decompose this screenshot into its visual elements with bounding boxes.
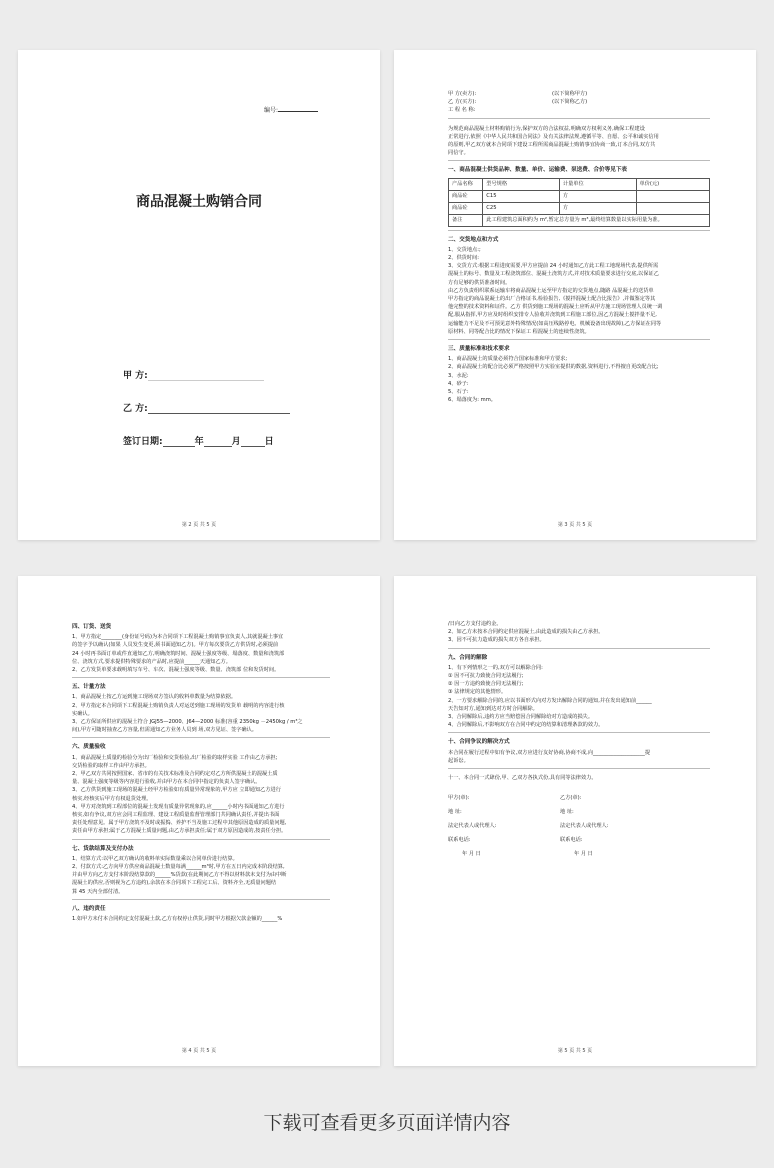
table-cell: 方 — [559, 202, 636, 214]
text-line: 3、水泥: — [448, 372, 469, 379]
table-cell — [636, 190, 709, 202]
party-b-rep-label: 法定代表人或代理人: — [560, 823, 609, 830]
text-line: ② 因一方违约致使合同无法履行; — [448, 681, 524, 688]
text-line: 1、商品混凝土按乙方运到施工现场双方签认的收料单数量为结算依据。 — [72, 694, 237, 701]
text-line: 量、混凝土强度等级等内容进行验收,并由甲方在本合同中指定的负责人签字确认。 — [72, 779, 261, 786]
text-line: 实确认。 — [72, 710, 93, 717]
section-heading: 六、质量验收 — [72, 744, 106, 751]
party-a-seal-label: 甲方(章): — [448, 795, 470, 802]
party-a-blank — [148, 380, 264, 381]
divider — [448, 160, 710, 161]
text-line: 1.如甲方未付本合同约定支付混凝土款,乙方有权停止供货,同时甲方根据欠款金额的______% — [72, 916, 283, 923]
party-a-row — [448, 90, 710, 98]
text-line: 方有足够的供货准备时间。 — [448, 279, 511, 286]
party-a-seller-label: 甲 方(卖方): — [448, 91, 477, 97]
divider — [448, 339, 710, 340]
party-a-date: 年 月 日 — [462, 851, 481, 858]
section-heading: 八、违约责任 — [72, 905, 106, 912]
divider — [448, 732, 710, 733]
text-line: 核实,如有争议,双方应会同工程监理、建设工程质量监督管理部门共同确认责任,并提出书面 — [72, 812, 280, 819]
section-heading: 三、质量标准和技术要求 — [448, 346, 510, 353]
contract-page-3 — [394, 50, 756, 540]
party-a-phone-label: 联系电话: — [448, 837, 471, 844]
table-cell — [636, 202, 709, 214]
text-line: 算 45 天内全部付清。 — [72, 888, 124, 895]
sign-date-label: 签订日期: — [123, 437, 163, 447]
party-b-date: 年 月 日 — [574, 851, 593, 858]
contract-number-label: 编号: — [264, 107, 279, 114]
text-line: 的原则,甲乙双方就本合同项下建设工程所需商品混凝土购销事宜协商一致,订本合同,双方共 — [448, 142, 656, 149]
table-row — [449, 202, 710, 214]
text-line: 3、乙方保证所供应的混凝土符合 JGJ55—2000、J64—2000 标准(容重 2350kg －2450kg / m³之 — [72, 719, 303, 726]
text-line: 原材料、同等配合比的情况下保证工 程混凝土的连续性浇筑。 — [448, 328, 590, 335]
section-heading: 五、计量方法 — [72, 684, 106, 691]
section-heading: 九、合同的解除 — [448, 654, 488, 661]
text-line: 核实,经核实后甲方有权退货处理。 — [72, 795, 152, 802]
section-heading: 一、商品混凝土供货品种、数量、单价、运输费、泵送费、合价等见下表 — [448, 167, 628, 174]
party-a-short-name: (以下简称甲方) — [552, 91, 588, 97]
text-line: 2、乙方发货单要求载明填写车号、车次、混凝土强度等级、数量、浇筑部 位和发货时间。 — [72, 667, 280, 674]
text-line: 4、砂子: — [448, 380, 469, 387]
party-b-buyer-label: 乙 方(买方): — [448, 99, 477, 106]
page-footer: 第 2 页 共 5 页 — [181, 522, 217, 528]
page-footer: 第 5 页 共 5 页 — [557, 1048, 593, 1054]
table-header-cell: 产品名称 — [449, 178, 483, 190]
month-blank — [204, 446, 232, 447]
table-cell: 方 — [559, 190, 636, 202]
product-table — [448, 178, 710, 227]
text-line: 2、付款方式:乙方向甲方供应商品混凝土数量每满______m³时,甲方在五日内完成本阶段结算, — [72, 864, 285, 871]
text-line: ③ 法律规定的其他情形。 — [448, 689, 507, 696]
text-line: 本合同在履行过程中如有争议,双方应进行友好协商,协商不成,向____________________提 — [448, 749, 651, 756]
divider — [448, 648, 710, 649]
text-line: 责任由甲方承担;属于乙方混凝土质量问题,由乙方承担责任;属于双方原因造成的,按责任分担。 — [72, 828, 287, 835]
section-heading: 四、订货、送货 — [72, 624, 112, 630]
table-note-row — [449, 214, 710, 226]
text-line: 2、一方要求解除合同的,应以书面形式向对方发出解除合同的通知,并在发出通知前______ — [448, 697, 652, 704]
table-note-label: 备注 — [449, 214, 483, 226]
text-line: 2、甲方指定本合同项下工程混凝土购销负责人对运送到施工现场的发货单 载明的内容进行核 — [72, 702, 285, 709]
text-line: 1、结算方式:以甲乙双方确认的收料单实际数量乘以合同单价进行结算。 — [72, 855, 238, 862]
text-line: 4、甲方对浇筑到工程部位的混凝土发现有质量异常现象的,应______小时内书面通知乙方进行 — [72, 803, 285, 810]
party-b-phone-label: 联系电话: — [560, 837, 583, 844]
year-blank — [163, 446, 195, 447]
contract-title: 商品混凝土购销合同 — [136, 194, 262, 210]
section-heading: 七、货款结算及支付办法 — [72, 845, 134, 852]
table-note: 此工程建筑总面积约为 m²,暂定总方量为 m³,最终结算数量以实际用量为准。 — [483, 214, 710, 226]
table-header-cell: 单价(元) — [636, 178, 709, 190]
sign-date-field — [123, 434, 274, 447]
party-a-address-label: 地 址: — [448, 809, 462, 816]
text-line: 他完整的技术资料和证件。乙方 供货到施工现场的混凝土应听从甲方施工现场管理人员统一调 — [448, 304, 663, 311]
party-b-row — [448, 98, 710, 106]
text-line: 2、供货时间: — [448, 255, 479, 262]
text-line: 混凝土的标号、数量及工程浇筑部位、混凝土浇筑方式,并对技术质量要求进行交底,以保证乙 — [448, 271, 659, 278]
contract-page-4 — [18, 576, 380, 1066]
table-cell: 商品砼 — [449, 202, 483, 214]
party-b-field — [123, 401, 290, 414]
text-line: 24 小时再书面订单或件直通知乙方,明确浇筑时间、混凝土强度等级、塌落度、数量和浇筑部 — [72, 650, 285, 657]
text-line: 3、乙方供货到施工现场的混凝土经甲方检验如有质量异常现象的,甲方应 立即通知乙方进行 — [72, 787, 281, 794]
divider — [448, 768, 710, 769]
table-cell: 商品砼 — [449, 190, 483, 202]
divider — [72, 839, 330, 840]
divider — [448, 230, 710, 231]
contract-number — [264, 105, 318, 114]
party-b-seal-label: 乙方(章): — [560, 795, 582, 802]
project-name-label: 工 程 名 称: — [448, 107, 476, 114]
text-line: 5、石子: — [448, 389, 469, 396]
table-header-cell: 计量单位 — [559, 178, 636, 190]
text-line: 甲方指定的商品混凝土的出厂合格证书,检验报告,《搅拌混凝土配合比报告》,并做鉴定等其 — [448, 296, 656, 303]
text-line: /日向乙方支付违约金。 — [448, 621, 502, 627]
contract-number-blank — [278, 111, 318, 112]
text-line: 责任处理意见。属于甲方浇筑不及时或振捣、养护不当及施工过程中其他原因造成的质量问题, — [72, 820, 287, 827]
text-line: ① 因不可抗力致使合同无法履行; — [448, 673, 524, 680]
text-line: 4、合同解除后,不影响双方在合同中约定的结算和清理条款的效力。 — [448, 722, 604, 729]
text-line: 正常进行,依照《中华人民共和国合同法》及有关法律法规,遵循平等、自愿、公平和诚实信用 — [448, 133, 659, 140]
text-line: 3、合同解除后,违约方应当赔偿因合同解除给对方造成的损失。 — [448, 714, 594, 721]
party-a-rep-label: 法定代表人或代理人: — [448, 823, 497, 830]
table-header-cell: 型号规格 — [483, 178, 560, 190]
page-footer: 第 3 页 共 5 页 — [557, 522, 593, 528]
text-line: 1、商品混凝土质量的检验分为出厂检验和交货检验,出厂检验的取样实验 工作由乙方承担; — [72, 754, 278, 761]
party-a-label: 甲 方: — [123, 371, 148, 381]
contract-page-5 — [394, 576, 756, 1066]
text-line: 1、甲方指定________(身份证号码)为本合同项下工程混凝土购销事宜负责人,其就混凝土事宜 — [72, 634, 284, 641]
party-b-short-name: (以下简称乙方) — [552, 99, 588, 106]
text-line: 1、交货地点:; — [448, 246, 481, 253]
text-line: 间),甲方可随时抽查乙方容量,但需通知乙方业务人员到 场,双方见证、签字确认。 — [72, 727, 257, 734]
text-line: 同信守。 — [448, 150, 469, 157]
text-line: 2、甲乙双方共同按照国家、省市的有关技术标准及合同约定对乙方所供混凝土的混凝土质 — [72, 771, 278, 778]
text-line: 2、商品混凝土的配合比必须严格按照甲方实验室提供的数据,资料进行,不得擅自更改配合比; — [448, 364, 659, 371]
text-line: 混凝土的供应,否则视为乙方违约),余款在本合同项下工程完工后、资料齐全,无质量问题结 — [72, 880, 277, 887]
party-b-label: 乙 方: — [123, 404, 148, 414]
day-blank — [241, 446, 265, 447]
section-heading: 十、合同争议的解决方式 — [448, 739, 510, 746]
text-line: 的签字予以确认(如果 人员发生变更,须书面通知乙方)。甲方每次要货乙方供货时,必须提前 — [72, 642, 279, 649]
text-line: 运输能力不足及不可预见意外特殊情况(如高压线路停电、机械设备出现故障),乙方保证在同等 — [448, 320, 662, 327]
party-header — [448, 90, 710, 115]
text-line: 配,服从指挥,甲方应及时组织安排专人验收并浇筑到工程施工部位,因乙方混凝土搅拌量不足, — [448, 312, 657, 319]
table-row — [449, 190, 710, 202]
copies-clause: 十一、本合同一式肆份,甲、乙双方各执式份,具有同等法律效力。 — [448, 775, 597, 782]
text-line: 起诉讼。 — [448, 757, 469, 764]
month-label: 月 — [231, 437, 241, 447]
text-line: 交货检验的取样工作由甲方承担。 — [72, 762, 150, 769]
text-line: 6、塌落度为: mm。 — [448, 397, 496, 404]
text-line: 3、交货方式:根据工程进度需要,甲方应提前 24 小时通知乙方此工程工地现场代表,提供所需 — [448, 263, 659, 270]
text-line: 3、因不可抗力造成的损失双方各自承担。 — [448, 637, 545, 644]
divider — [448, 118, 710, 119]
section-heading: 二、交货地点和方式 — [448, 236, 499, 243]
divider — [72, 737, 330, 738]
divider — [72, 677, 330, 678]
text-line: 由乙方负责组织联系运输车将商品混凝土运至甲方指定的交货地点,随路 品混凝土的送货单 — [448, 287, 654, 294]
text-line: 并由甲方向乙方支付本阶段结算款的______%货款(在此期间乙方不得以材料款未支付为由中断 — [72, 872, 287, 879]
text-line: 1、商品混凝土的质量必须符合国家标准和甲方要求; — [448, 356, 568, 363]
text-line: 2、如乙方未按本合同约定供应混凝土,由此造成的损失由乙方承担。 — [448, 629, 604, 636]
table-header-row — [449, 178, 710, 190]
day-label: 日 — [264, 437, 274, 447]
text-line: 为规范商品混凝土材料购销行为,保护双方的合法权益,明确双方权利义务,确保工程建设 — [448, 125, 645, 132]
table-cell: C15 — [483, 190, 560, 202]
party-b-address-label: 地 址: — [560, 809, 574, 816]
quality-section — [448, 355, 710, 404]
page-footer: 第 4 页 共 5 页 — [181, 1048, 217, 1054]
party-b-blank — [148, 413, 290, 414]
divider — [72, 899, 330, 900]
table-cell: C25 — [483, 202, 560, 214]
signature-block — [448, 794, 710, 866]
text-line: 天告知对方,通知到达对方时合同解除。 — [448, 705, 538, 712]
delivery-section — [448, 246, 710, 336]
year-label: 年 — [194, 437, 204, 447]
contract-cover-page — [18, 50, 380, 540]
intro-paragraph — [448, 125, 710, 158]
text-line: 位、浇筑方式,要求提供特殊要求的产品时,应提前______天通知乙方。 — [72, 658, 231, 665]
download-caption: 下载可查看更多页面详情内容 — [263, 1112, 511, 1134]
party-a-field — [123, 368, 264, 381]
text-line: 1、有下列情形之一的,双方可以解除合同: — [448, 664, 543, 671]
